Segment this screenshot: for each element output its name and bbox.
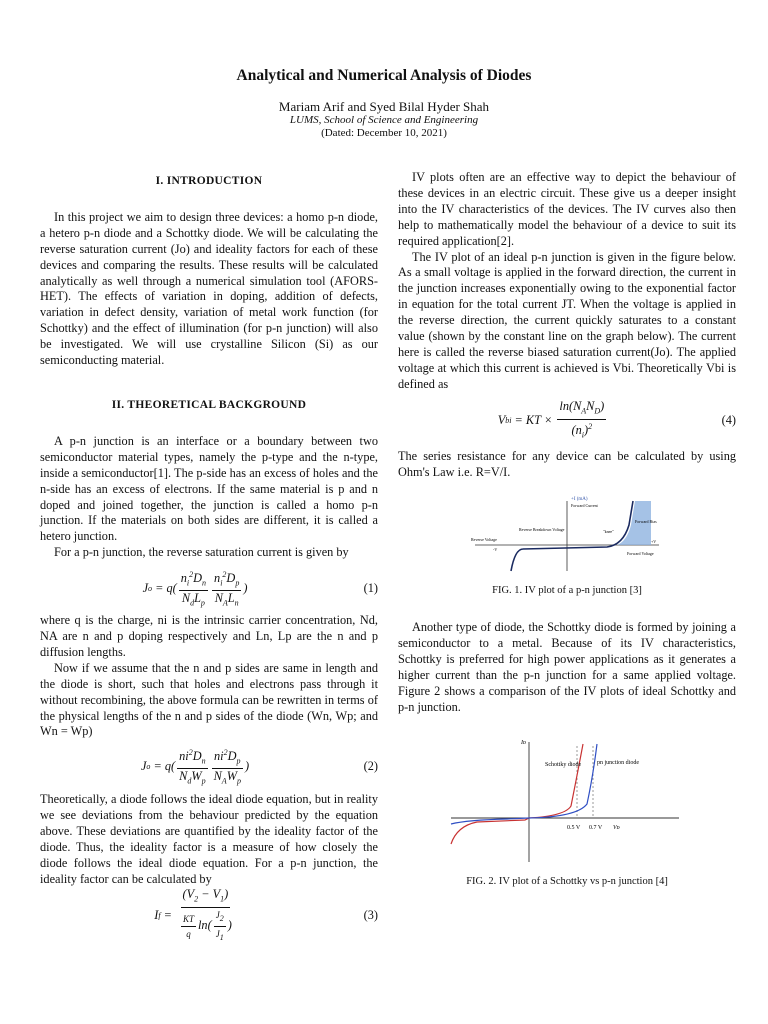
equation-1: J o = q( $\frac{n_i^2D_n}{N_dL_p}$ $\frac{n_i^2D_p}{N_AL_n}$ ) (1) — [142, 569, 378, 608]
theory-paragraph-5: Theoretically, a diode follows the ideal diode equation, but in reality we see deviations from the behaviour predicted by the equation above. These deviations are quantified by the ideality factor of the diode. Thus, the ideality factor is a measure of how closely the diode follows the ideal diode equation. For a p-n junction, the ideality factor can be calculated by — [40, 792, 378, 886]
fig1-forward-bias: Forward Bias — [635, 518, 657, 524]
theory-paragraph-2: For a p-n junction, the reverse saturation current is given by — [54, 545, 349, 560]
figure-2-caption: FIG. 2. IV plot of a Schottky vs p-n junction [4] — [466, 875, 668, 887]
figure-1-caption: FIG. 1. IV plot of a p-n junction [3] — [492, 584, 642, 596]
fig1-forward-current: Forward Current — [571, 502, 598, 508]
fig2-v07: 0.7 V — [589, 824, 603, 831]
right-paragraph-1: IV plots often are an effective way to depict the behaviour of these devices in an electric circuit. These give us a deeper insight into the IV characteristics of the devices. The IV curves also then help to mathematically model the behaviour of a device to suit its required application[2]. — [398, 170, 736, 248]
fig2-schottky-label: Schottky diode — [545, 761, 582, 768]
paper-title: Analytical and Numerical Analysis of Diodes — [236, 67, 532, 84]
right-paragraph-2: The IV plot of an ideal p-n junction is given in the figure below. As a small voltage is applied in the forward direction, the current in the junction increases exponentially owing to the exponential factor in equation for the total current JT. When the voltage is applied in the reverse direction, the current quickly saturates to a constant value (shown by the constant line on the graph below). The current here is called the reverse biased saturation current(Jo). The applied voltage at which this current is achieved is Vbi. Theoretically Vbi is defined as — [398, 249, 736, 391]
paper-affiliation: LUMS, School of Science and Engineering — [289, 114, 479, 126]
fig1-iv-curve — [511, 501, 633, 571]
equation-4-number: (4) — [721, 412, 736, 427]
fig2-vd: Vᴅ — [613, 824, 620, 831]
fig1-forward-voltage: Forward Voltage — [627, 550, 654, 556]
fig2-schottky-curve — [451, 744, 583, 844]
fig2-i-axis: Iᴅ — [521, 739, 527, 746]
theory-paragraph-4: Now if we assume that the n and p sides are same in length and the diode is short, such that holes and electrons pass through it without recombining, the above formula can be rewritten in terms of the physical lengths of the n and p sides of the diode (Wn, Wp; and Wn = Wp) — [40, 660, 378, 739]
equation-3-number: (3) — [363, 907, 378, 922]
paper-authors: Mariam Arif and Syed Bilal Hyder Shah — [278, 99, 490, 114]
right-column — [398, 170, 736, 890]
fig2-v05: 0.5 V — [567, 824, 581, 831]
figure-2-schottky-vs-pn — [447, 736, 687, 866]
equation-2-number: (2) — [363, 759, 378, 774]
intro-paragraph: In this project we aim to design three devices: a homo p-n diode, a hetero p-n diode and a Schottky diode. We will be calculating the reverse saturation current (Jo) and ideality factors for each of these devices and comparing the results. These results will be calculated analytically as well through a numerical simulation tool (AFORS-HET). The effects of variation in doping, addition of defects, variation in defect density, variation of metal work function (for Schottky) and the effect of illumination (for p-n junction) will also be investigated. We will use crystalline Silicon (Si) as our semiconducting material. — [40, 209, 378, 368]
left-column — [40, 170, 378, 940]
fig1-plus-v: +V — [651, 538, 657, 544]
equation-4: V bi = KT × $\frac{\ln(N_AN_D)}{(n_i)^2}$ (4) — [497, 399, 736, 440]
right-paragraph-4: Another type of diode, the Schottky diode is formed by joining a semiconductor to a metal. Because of its IV characteristics, Schottky is preferred for high power applications as it generates a higher current than the p-n junction for a same applied voltage. Figure 2 shows a comparison of the IV plots of ideal Schottky and p-n junction. — [398, 620, 736, 714]
right-paragraph-3: The series resistance for any device can be calculated by using Ohm's Law i.e. R=V/I. — [398, 448, 736, 479]
theory-heading: II. THEORETICAL BACKGROUND — [111, 398, 307, 411]
fig1-minus-v: -V — [493, 546, 498, 552]
equation-2: J o = q( $\frac{ni^2D_n}{N_dW_p}$ $\frac{ni^2D_p}{N_AW_p}$ ) (2) — [140, 747, 378, 786]
theory-paragraph-3: where q is the charge, ni is the intrinsic carrier concentration, Nd, NA are n and p doping respectively and Ln, Lp are the n and p diffusion lengths. — [40, 613, 378, 659]
intro-heading: I. INTRODUCTION — [155, 175, 263, 187]
fig1-breakdown: Reverse Breakdown Voltage — [519, 526, 565, 532]
fig1-reverse-voltage: Reverse Voltage — [471, 536, 497, 542]
equation-3: I f = $(V_2 - V_1)$ $\frac{KT}{q}$ ln( $\frac{J_2}{J_1}$ ) (3) — [154, 887, 378, 942]
theory-paragraph-1: A p-n junction is an interface or a boundary between two semiconductor material types, namely the p-type and the n-type, inside a semiconductor[1]. The p-side has an excess of holes and the n-side has an excess of electrons. If the same material is p and n doped and joined together, the junction is called a homo p-n junction. If the materials on both sides are different, it is called a hetero junction. — [40, 433, 378, 544]
fig1-knee: "knee" — [603, 528, 614, 534]
fig2-pn-label: pn junction diode — [597, 759, 639, 766]
paper-date: (Dated: December 10, 2021) — [321, 127, 447, 139]
fig1-ylabel: +I (mA) — [571, 496, 588, 502]
equation-1-number: (1) — [363, 581, 378, 596]
figure-1-iv-plot — [467, 495, 667, 577]
